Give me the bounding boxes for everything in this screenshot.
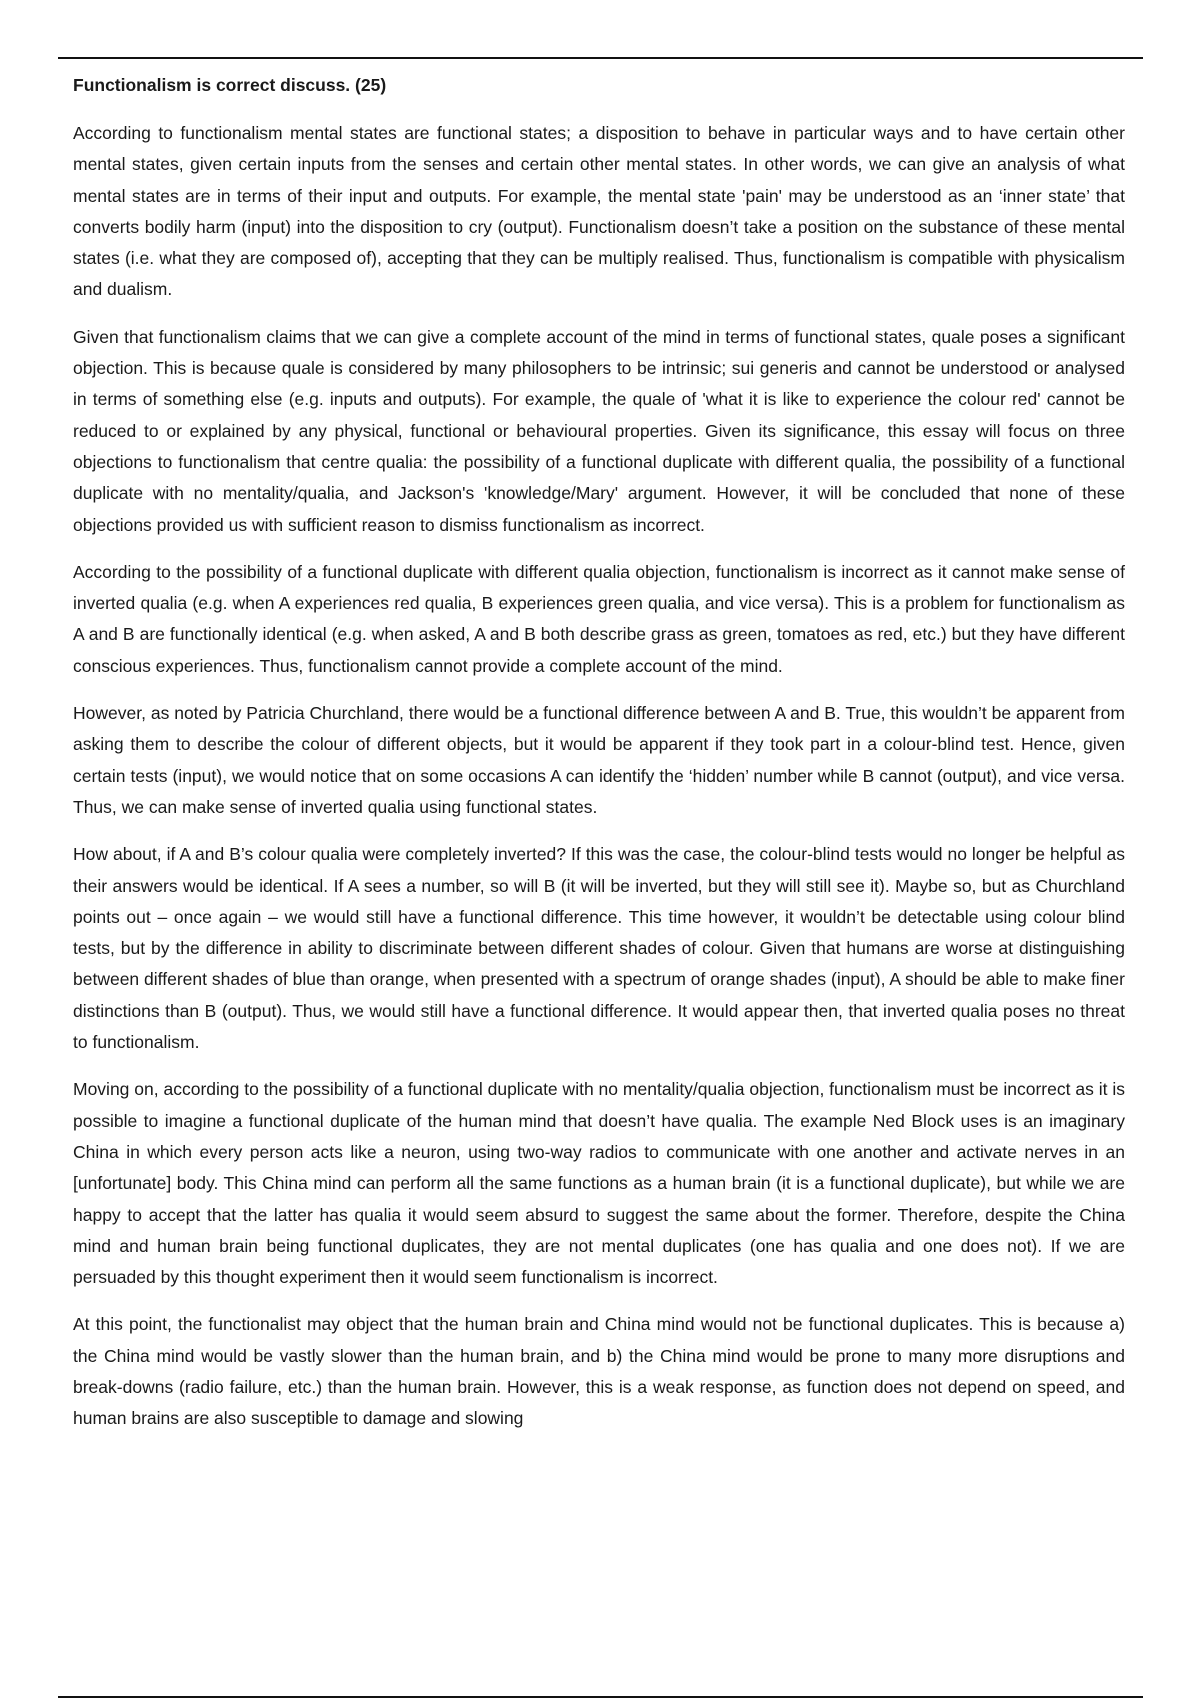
paragraph-5: How about, if A and B’s colour qualia were completely inverted? If this was the case, the colour-blind tests would no longer be helpful as their answers would be identical. If A sees a number, so will B (it will be inverted, but they will still see it). Maybe so, but as Churchland points out – once again – we would still have a functional difference. This time however, it wouldn’t be detectable using colour blind tests, but by the difference in ability to discriminate between different shades of colour. Given that humans are worse at distinguishing between different shades of blue than orange, when presented with a spectrum of orange shades (input), A should be able to make finer distinctions than B (output). Thus, we would still have a functional difference. It would appear then, that inverted qualia poses no threat to functionalism. [73, 844, 1125, 1053]
paragraph-1: According to functionalism mental states are functional states; a disposition to behave in particular ways and to have certain other mental states, given certain inputs from the senses and certain other mental states. In other words, we can give an analysis of what mental states are in terms of their input and outputs. For example, the mental state 'pain' may be understood as an ‘inner state’ that converts bodily harm (input) into the disposition to cry (output). Functionalism doesn’t take a position on the substance of these mental states (i.e. what they are composed of), accepting that they can be multiply realised. Thus, functionalism is compatible with physicalism and dualism. [73, 123, 1125, 300]
paragraph-6: Moving on, according to the possibility of a functional duplicate with no mentality/qualia objection, functionalism must be incorrect as it is possible to imagine a functional duplicate of the human mind that doesn’t have qualia. The example Ned Block uses is an imaginary China in which every person acts like a neuron, using two-way radios to communicate with one another and activate nerves in an [unfortunate] body. This China mind can perform all the same functions as a human brain (it is a functional duplicate), but while we are happy to accept that the latter has qualia it would seem absurd to suggest the same about the former. Therefore, despite the China mind and human brain being functional duplicates, they are not mental duplicates (one has qualia and one does not). If we are persuaded by this thought experiment then it would seem functionalism is incorrect. [73, 1079, 1125, 1288]
paragraph-2: Given that functionalism claims that we can give a complete account of the mind in terms of functional states, quale poses a significant objection. This is because quale is considered by many philosophers to be intrinsic; sui generis and cannot be understood or analysed in terms of something else (e.g. inputs and outputs). For example, the quale of 'what it is like to experience the colour red' cannot be reduced to or explained by any physical, functional or behavioural properties. Given its significance, this essay will focus on three objections to functionalism that centre qualia: the possibility of a functional duplicate with different qualia, the possibility of a functional duplicate with no mentality/qualia, and Jackson's 'knowledge/Mary' argument. However, it will be concluded that none of these objections provided us with sufficient reason to dismiss functionalism as incorrect. [73, 326, 1125, 535]
essay-title: Functionalism is correct discuss. (25) [73, 75, 387, 95]
paragraph-4: However, as noted by Patricia Churchland, there would be a functional difference between A and B. True, this wouldn’t be apparent from asking them to describe the colour of different objects, but it would be apparent if they took part in a colour-blind test. Hence, given certain tests (input), we would notice that on some occasions A can identify the ‘hidden’ number while B cannot (output), and vice versa. Thus, we can make sense of inverted qualia using functional states. [73, 703, 1125, 817]
top-rule [58, 57, 1143, 59]
bottom-rule [58, 1696, 1143, 1698]
document-body [73, 70, 1125, 1451]
paragraph-3: According to the possibility of a functional duplicate with different qualia objection, functionalism is incorrect as it cannot make sense of inverted qualia (e.g. when A experiences red qualia, B experiences green qualia, and vice versa). This is a problem for functionalism as A and B are functionally identical (e.g. when asked, A and B both describe grass as green, tomatoes as red, etc.) but they have different conscious experiences. Thus, functionalism cannot provide a complete account of the mind. [73, 561, 1125, 676]
paragraph-7: At this point, the functionalist may object that the human brain and China mind would not be functional duplicates. This is because a) the China mind would be vastly slower than the human brain, and b) the China mind would be prone to many more disruptions and break-downs (radio failure, etc.) than the human brain. However, this is a weak response, as function does not depend on speed, and human brains are also susceptible to damage and slowing [73, 1314, 1125, 1429]
